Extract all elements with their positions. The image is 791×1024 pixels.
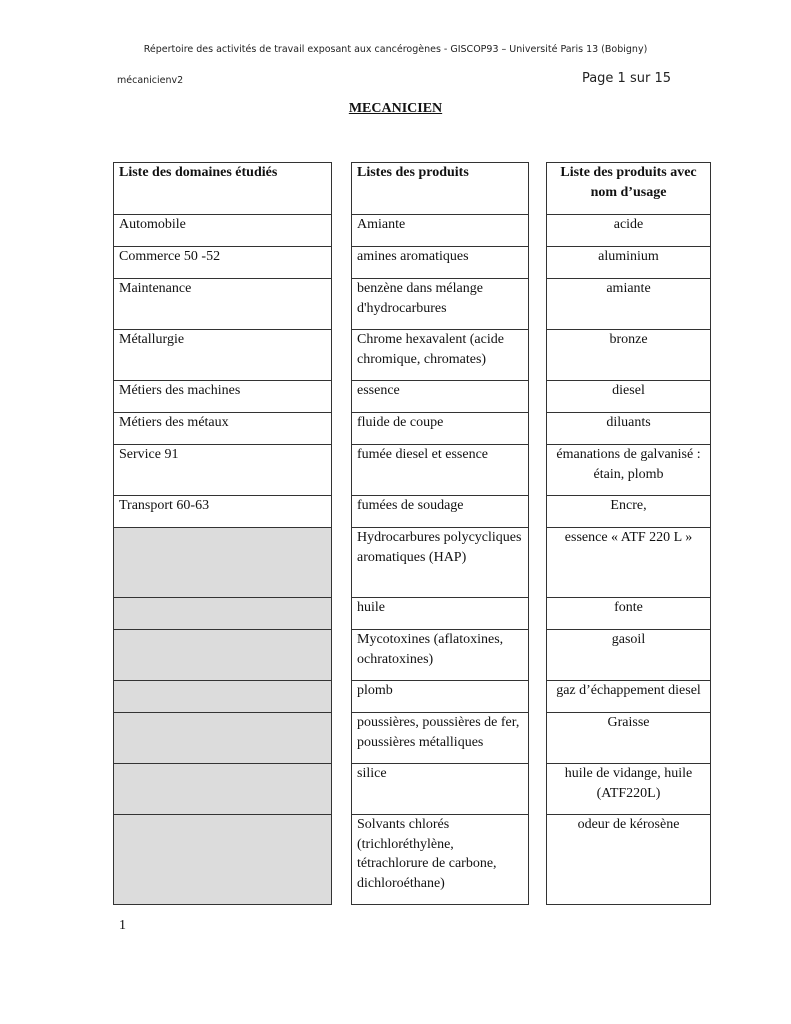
table-cell	[114, 815, 332, 905]
table-row	[547, 496, 711, 528]
table-row	[352, 528, 529, 598]
table-row	[114, 247, 332, 279]
table-row	[352, 330, 529, 381]
table-row	[547, 381, 711, 413]
table-cell: Graisse	[547, 713, 711, 764]
column-header: Listes des produits	[352, 163, 529, 215]
table-row	[352, 215, 529, 247]
table-row	[352, 713, 529, 764]
table-cell: gasoil	[547, 630, 711, 681]
table-cell	[114, 681, 332, 713]
table-cell: Amiante	[352, 215, 529, 247]
table-cell: Métallurgie	[114, 330, 332, 381]
table-row	[114, 279, 332, 330]
table-cell: Service 91	[114, 445, 332, 496]
table-row	[352, 598, 529, 630]
table-row	[352, 630, 529, 681]
table-cell: huile	[352, 598, 529, 630]
table-cell: fumée diesel et essence	[352, 445, 529, 496]
table-cell: Hydrocarbures polycycliques aromatiques (HAP)	[352, 528, 529, 598]
table-row	[114, 815, 332, 905]
table-row	[547, 445, 711, 496]
table-cell: acide	[547, 215, 711, 247]
table-cell: Métiers des machines	[114, 381, 332, 413]
table-row	[352, 681, 529, 713]
table-row	[114, 496, 332, 528]
table-row	[114, 381, 332, 413]
file-name: mécanicienv2	[117, 75, 184, 86]
page-number: 1	[119, 918, 126, 933]
table-cell: huile de vidange, huile (ATF220L)	[547, 764, 711, 815]
table-row	[114, 764, 332, 815]
table-row	[114, 630, 332, 681]
table-cell	[114, 713, 332, 764]
table-row	[547, 247, 711, 279]
table-row	[352, 247, 529, 279]
table-row	[547, 528, 711, 598]
table-row	[114, 528, 332, 598]
table-cell	[114, 630, 332, 681]
table-cell: Mycotoxines (aflatoxines, ochratoxines)	[352, 630, 529, 681]
table-row	[114, 330, 332, 381]
table-cell: diesel	[547, 381, 711, 413]
table-cell: Maintenance	[114, 279, 332, 330]
table-row	[352, 279, 529, 330]
table-row	[114, 713, 332, 764]
table-cell: Métiers des métaux	[114, 413, 332, 445]
running-header: Répertoire des activités de travail exposant aux cancérogènes - GISCOP93 – Université Paris 13 (Bobigny)	[143, 44, 648, 55]
table-cell: émanations de galvanisé : étain, plomb	[547, 445, 711, 496]
table-row	[352, 815, 529, 905]
table-cell: Automobile	[114, 215, 332, 247]
table-cell: silice	[352, 764, 529, 815]
table-row	[547, 764, 711, 815]
table-row	[352, 445, 529, 496]
table-cell: Commerce 50 -52	[114, 247, 332, 279]
table-cell	[114, 598, 332, 630]
table-cell: amiante	[547, 279, 711, 330]
table-cell: poussières, poussières de fer, poussières métalliques	[352, 713, 529, 764]
table-cell: fluide de coupe	[352, 413, 529, 445]
table-cell: bronze	[547, 330, 711, 381]
table-cell	[114, 764, 332, 815]
table-row	[547, 681, 711, 713]
table-cell: Transport 60-63	[114, 496, 332, 528]
table-row	[114, 681, 332, 713]
column-header: Liste des produits avec nom d’usage	[547, 163, 711, 215]
table-row	[547, 598, 711, 630]
table-row	[114, 445, 332, 496]
table-row	[547, 215, 711, 247]
table-cell: essence « ATF 220 L »	[547, 528, 711, 598]
table-row	[352, 496, 529, 528]
page-title: MECANICIEN	[348, 101, 443, 116]
table-cell: aluminium	[547, 247, 711, 279]
table-row	[352, 381, 529, 413]
produits-table	[351, 162, 529, 905]
table-cell: Chrome hexavalent (acide chromique, chromates)	[352, 330, 529, 381]
table-row	[547, 413, 711, 445]
table-row	[547, 815, 711, 905]
table-cell	[114, 528, 332, 598]
table-cell: fumées de soudage	[352, 496, 529, 528]
table-cell: Solvants chlorés (trichloréthylène, tétrachlorure de carbone, dichloroéthane)	[352, 815, 529, 905]
table-row	[114, 598, 332, 630]
table-row	[114, 413, 332, 445]
table-row	[547, 630, 711, 681]
usage-table	[546, 162, 711, 905]
table-row	[352, 764, 529, 815]
table-row	[114, 215, 332, 247]
domaines-table	[113, 162, 332, 905]
table-cell: fonte	[547, 598, 711, 630]
table-cell: benzène dans mélange d'hydrocarbures	[352, 279, 529, 330]
table-row	[352, 413, 529, 445]
table-cell: Encre,	[547, 496, 711, 528]
table-cell: diluants	[547, 413, 711, 445]
table-cell: gaz d’échappement diesel	[547, 681, 711, 713]
table-row	[547, 713, 711, 764]
table-cell: odeur de kérosène	[547, 815, 711, 905]
table-cell: essence	[352, 381, 529, 413]
table-row	[547, 330, 711, 381]
column-header: Liste des domaines étudiés	[114, 163, 332, 215]
page-indicator: Page 1 sur 15	[581, 71, 671, 86]
table-cell: plomb	[352, 681, 529, 713]
table-cell: amines aromatiques	[352, 247, 529, 279]
table-row	[547, 279, 711, 330]
